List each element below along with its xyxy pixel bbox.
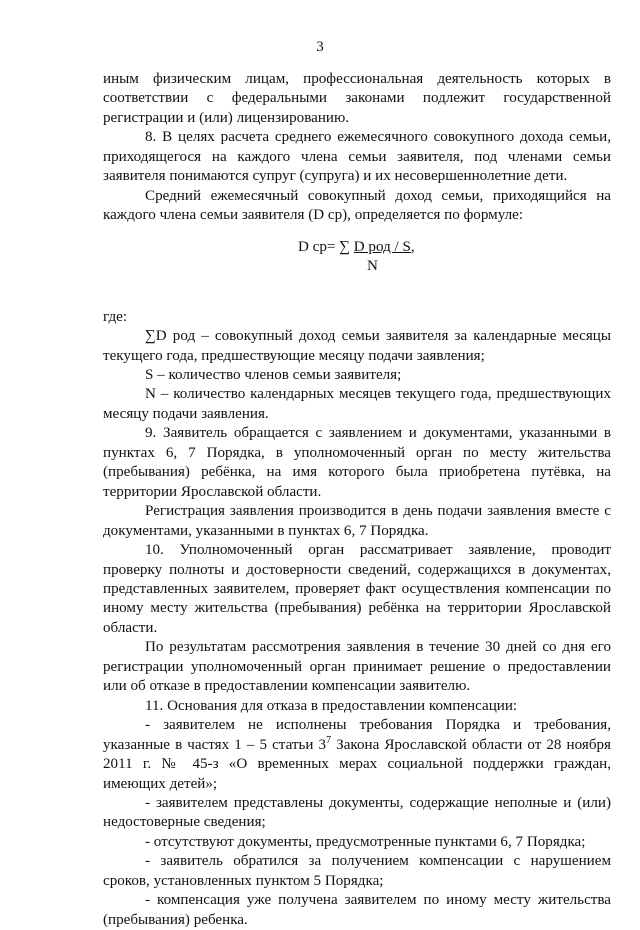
formula-numerator: D род / S (353, 238, 411, 255)
refusal-ground-1 (103, 716, 611, 794)
formula-comma: , (410, 238, 415, 255)
income-formula (103, 238, 611, 306)
formula-line (298, 238, 415, 257)
refusal-ground-5: - компенсация уже получена заявителем по иному месту жительства (пребывания) ребенка. (103, 892, 611, 928)
where-label: где: (103, 308, 128, 325)
refusal-ground-1-end: Закона Ярославской области от 28 ноября 2011 г. № 45-з «О временных мерах социальной поддержки граждан, имеющих детей»; (103, 736, 611, 792)
paragraph-11: 11. Основания для отказа в предоставлении компенсации: (145, 697, 518, 714)
paragraph-9-registration: Регистрация заявления производится в день подачи заявления вместе с документами, указанными в пунктах 6, 7 Порядка. (103, 503, 611, 539)
refusal-ground-3: - отсутствуют документы, предусмотренные пунктами 6, 7 Порядка; (145, 833, 586, 850)
article-superscript: 7 (326, 734, 332, 746)
refusal-ground-2: - заявителем представлены документы, содержащие неполные и (или) недостоверные сведения; (103, 794, 611, 831)
paragraph-10-decision: По результатам рассмотрения заявления в течение 30 дней со дня его регистрации уполномоченный орган принимает решение о предоставлении или об отказе в предоставлении компенсации заявителю. (103, 639, 611, 695)
formula-denominator: N (367, 257, 378, 274)
paragraph-8: 8. В целях расчета среднего ежемесячного совокупного дохода семьи, приходящегося на каждого члена семьи заявителя, под членами семьи заявителя понимаются супруг (супруга) и их несовершеннолетние дети. (103, 129, 611, 185)
definition-n: N – количество календарных месяцев текущего года, предшествующих месяцу подачи заявления. (103, 386, 611, 422)
paragraph-10: 10. Уполномоченный орган рассматривает заявление, проводит проверку полноты и достоверности сведений, содержащихся в документах, представленных заявителем, проверяет факт осуществления компенсации по иному месту жительства (пребывания) ребёнка на территории Ярославской области. (103, 542, 611, 636)
page-number: 3 (316, 39, 324, 55)
paragraph-9: 9. Заявитель обращается с заявлением и документами, указанными в пунктах 6, 7 Порядка, в уполномоченный орган по месту жительства (пребывания) ребёнка, на имя которого была приобретена путёвка, на территории Ярославской области. (103, 425, 611, 500)
paragraph-average-income: Средний ежемесячный совокупный доход семьи, приходящийся на каждого члена семьи заявителя (D ср), определяется по формуле: (103, 187, 611, 224)
refusal-ground-4: - заявитель обратился за получением компенсации с нарушением сроков, установленных пунктом 5 Порядка; (103, 853, 611, 889)
definition-s: S – количество членов семьи заявителя; (145, 366, 402, 383)
formula-lhs: D ср= ∑ (298, 238, 354, 255)
document-body (103, 70, 611, 930)
refusal-ground-1-start: - заявителем не исполнены требования Порядка и требования, указанные в частях 1 – 5 статьи 3 (103, 717, 611, 753)
paragraph-continuation: иным физическим лицам, профессиональная деятельность которых в соответствии с федеральными законами подлежит государственной регистрации и (или) лицензированию. (103, 71, 611, 126)
definition-sum-income: ∑D род – совокупный доход семьи заявителя за календарные месяцы текущего года, предшествующие месяцу подачи заявления; (103, 328, 611, 364)
